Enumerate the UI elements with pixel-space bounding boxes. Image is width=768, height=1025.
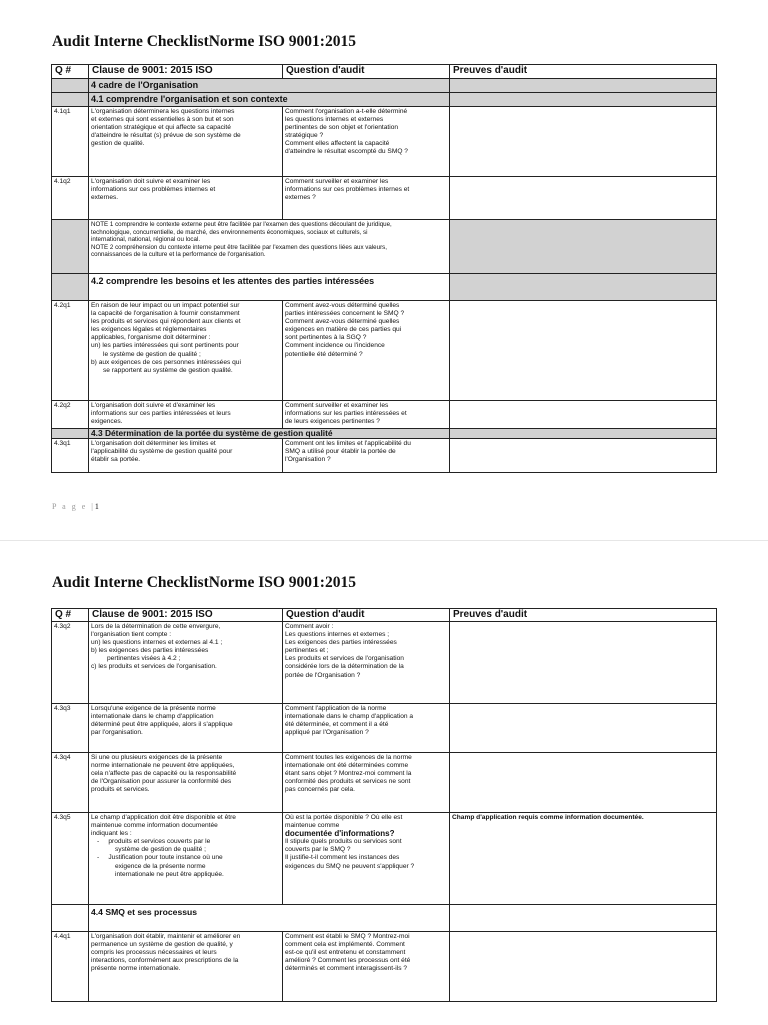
clause-bullet: - produits et services couverts par le [97,838,211,846]
audit-checklist-table [51,64,717,473]
question-id: 4.3q4 [52,753,89,813]
clause-text: Lors de la détermination de cette envergure, l'organisation tient compte : un) les questions internes et externes al 4.1 ; b) les exigences des parties intéressées pertinentes visées à 4.2 ; c) les produits et services de l'organisation. [89,622,283,704]
table-row [52,932,717,1002]
header-clause: Clause de 9001: 2015 ISO [89,65,283,79]
page-footer-label: P a g e | [52,502,95,511]
audit-question: Comment l'application de la norme internationale dans le champ d'application a été déterminée, et comment il a été appliqué par l'Organisation ? [283,704,450,753]
audit-evidence-cell[interactable] [450,301,717,401]
section-evidence-cell [450,429,717,439]
audit-evidence-cell[interactable] [450,704,717,753]
section-evidence-cell [450,93,717,107]
section-row [52,93,717,107]
note-id-cell [52,220,89,274]
table-header-row [52,609,717,622]
header-evidence: Preuves d'audit [450,65,717,79]
section-row [52,429,717,439]
table-header-row [52,65,717,79]
header-question: Question d'audit [283,65,450,79]
audit-question: Où est la portée disponible ? Où elle est maintenue comme documentée d'informations? Il stipule quels produits ou services sont couverts par le SMQ ? Il justifie-t-il comment les instances des exigences du SMQ ne peuvent s'appliquer ? [283,813,450,905]
section-evidence-cell [450,79,717,93]
note-text: NOTE 1 comprendre le contexte externe peut être facilitée par l'examen des questions découlant de juridique, technologique, concurrentielle, de marché, des environnements économiques, sociaux et culturels, si international, national, régional ou local. NOTE 2 compréhension du contexte interne peut être facilitée par l'examen des questions liées aux valeurs, connaissances de la culture et la performance de l'organisation. [89,220,450,274]
audit-checklist-table [51,608,717,1002]
section-title: 4.2 comprendre les besoins et les attentes des parties intéressées [89,274,450,301]
section-title: 4 cadre de l'Organisation [89,79,450,93]
question-id: 4.3q5 [52,813,89,905]
question-id: 4.1q2 [52,177,89,220]
section-id-cell [52,905,89,932]
page-number: 1 [94,502,99,511]
clause-text: Le champ d'application doit être disponible et être maintenue comme information documentée indiquant les : - produits et services couverts par le système de gestion de qualité ; - Justification pour toute instance où une exigence de la présente norme internationale ne peut être appliquée. [89,813,283,905]
clause-text: Lorsqu'une exigence de la présente norme internationale dans le champ d'application déterminé peut être appliquée, alors il s'applique par l'organisation. [89,704,283,753]
table-row [52,401,717,429]
audit-evidence-cell[interactable] [450,177,717,220]
audit-question: Comment est établi le SMQ ? Montrez-moi comment cela est implémenté. Comment est-ce qu'il est entretenu et constamment amélioré ? Comment les processus ont été déterminés et comment interagissent-ils ? [283,932,450,1002]
section-id-cell [52,93,89,107]
header-question: Question d'audit [283,609,450,622]
table-row [52,704,717,753]
table-row [52,439,717,473]
section-row [52,274,717,301]
question-id: 4.2q1 [52,301,89,401]
question-id: 4.3q1 [52,439,89,473]
clause-text: L'organisation doit établir, maintenir et améliorer en permanence un système de gestion de qualité, y compris les processus nécessaires et leurs interactions, conformément aux prescriptions de la présente norme internationale. [89,932,283,1002]
audit-question: Comment l'organisation a-t-elle déterminé les questions internes et externes pertinentes de son objet et l'orientation stratégique ? Comment elles affectent la capacité d'atteindre le résultat escompté du SMQ ? [283,107,450,177]
question-id: 4.2q2 [52,401,89,429]
page-footer [52,502,99,511]
section-row [52,79,717,93]
section-evidence-cell [450,274,717,301]
clause-text: Si une ou plusieurs exigences de la présente norme internationale ne peuvent être appliquées, cela n'affecte pas de capacité ou la responsabilité de l'Organisation pour assurer la conformité des produits et services. [89,753,283,813]
clause-text: En raison de leur impact ou un impact potentiel sur la capacité de l'organisation à fournir constamment les produits et services qui répondent aux clients et les exigences légales et réglementaires applicables, l'organisme doit déterminer : un) les parties intéressées qui sont pertinents pour le système de gestion de qualité ; b) aux exigences de ces personnes intéressées qui se rapportent au système de gestion qualité. [89,301,283,401]
audit-evidence-cell[interactable] [450,932,717,1002]
question-id: 4.4q1 [52,932,89,1002]
section-title: 4.3 Détermination de la portée du système de gestion qualité [89,429,450,439]
audit-evidence-cell[interactable] [450,107,717,177]
table-row [52,177,717,220]
section-id-cell [52,79,89,93]
page-title: Audit Interne ChecklistNorme ISO 9001:2015 [52,574,356,591]
audit-question: Comment surveiller et examiner les informations sur ces problèmes internes et externes ? [283,177,450,220]
section-evidence-cell [450,905,717,932]
page-2 [0,540,768,1025]
clause-text: L'organisation déterminera les questions internes et externes qui sont essentielles à son but et son orientation stratégique et qui affecte sa capacité d'atteindre le résultat (s) prévue de son système de gestion de qualité. [89,107,283,177]
clause-bullet: - Justification pour toute instance où une [97,854,223,862]
section-title: 4.4 SMQ et ses processus [89,905,450,932]
question-id: 4.3q2 [52,622,89,704]
audit-evidence-cell[interactable] [450,401,717,429]
audit-question: Comment toutes les exigences de la norme internationale ont été déterminées comme étant sans objet ? Montrez-moi comment la conformité des produits et services ne sont pas concernés par cela. [283,753,450,813]
section-id-cell [52,429,89,439]
header-q-number: Q # [52,65,89,79]
section-id-cell [52,274,89,301]
emphasis-text: documentée d'informations? [285,829,395,839]
header-evidence: Preuves d'audit [450,609,717,622]
audit-question: Comment avoir : Les questions internes et externes ; Les exigences des parties intéressées pertinentes et ; Les produits et services de l'organisation considérée lors de la détermination de la portée de l'Organisation ? [283,622,450,704]
note-row [52,220,717,274]
table-row [52,301,717,401]
table-row [52,753,717,813]
table-row [52,813,717,905]
audit-evidence-cell[interactable] [450,439,717,473]
audit-question: Comment ont les limites et l'applicabilité du SMQ a utilisé pour établir la portée de l'Organisation ? [283,439,450,473]
section-title: 4.1 comprendre l'organisation et son contexte [89,93,450,107]
header-q-number: Q # [52,609,89,622]
audit-evidence-cell[interactable]: Champ d'application requis comme information documentée. [450,813,717,905]
page-title: Audit Interne ChecklistNorme ISO 9001:2015 [52,33,356,50]
table-row [52,622,717,704]
table-row [52,107,717,177]
header-clause: Clause de 9001: 2015 ISO [89,609,283,622]
audit-evidence-cell[interactable] [450,622,717,704]
audit-evidence-cell[interactable] [450,753,717,813]
clause-text: L'organisation doit suivre et d'examiner les informations sur ces parties intéressées et leurs exigences. [89,401,283,429]
question-id: 4.1q1 [52,107,89,177]
audit-question: Comment avez-vous déterminé quelles parties intéressées concernent le SMQ ? Comment avez-vous déterminé quelles exigences en matière de ces parties qui sont pertinentes à la SGQ ? Comment incidence ou l'incidence potentielle été déterminé ? [283,301,450,401]
section-row [52,905,717,932]
question-id: 4.3q3 [52,704,89,753]
clause-text: L'organisation doit suivre et examiner les informations sur ces problèmes internes et externes. [89,177,283,220]
clause-text: L'organisation doit déterminer les limites et l'applicabilité du système de gestion qualité pour établir sa portée. [89,439,283,473]
audit-question: Comment surveiller et examiner les informations sur les parties intéressées et de leurs exigences pertinentes ? [283,401,450,429]
note-evidence-cell [450,220,717,274]
